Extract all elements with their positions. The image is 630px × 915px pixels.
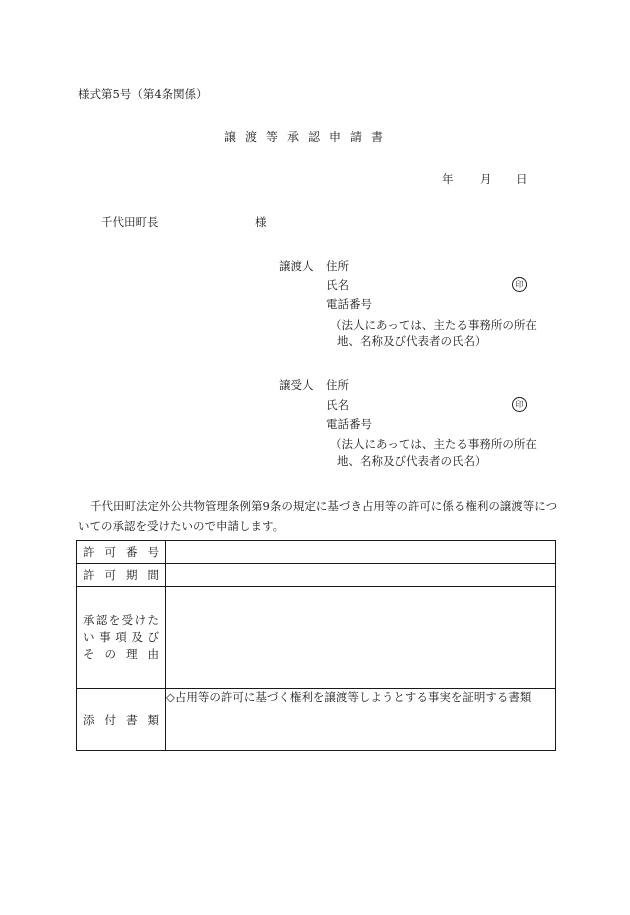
transferee-role: 譲受人 [279, 378, 314, 392]
transferor-note-line2: 地、名称及び代表者の氏名） [337, 334, 487, 348]
addressee-honorific: 様 [255, 215, 267, 229]
transferor-role: 譲渡人 [279, 259, 314, 273]
permit-number-field[interactable] [166, 541, 556, 564]
document-title: 譲渡等承認申請書 [224, 130, 393, 144]
date-day-label: 日 [516, 172, 528, 186]
attachments-label: 添 付 書 類 [77, 689, 166, 751]
attachments-field[interactable]: ◇占用等の許可に基づく権利を譲渡等しようとする事実を証明する書類 [166, 689, 556, 751]
permit-number-label: 許 可 番 号 [77, 541, 166, 564]
transferor-phone-label: 電話番号 [326, 297, 372, 311]
transferee-phone-label: 電話番号 [326, 417, 372, 431]
date-month-label: 月 [480, 172, 492, 186]
table-row [77, 564, 556, 587]
form-number: 様式第5号（第4条関係） [78, 87, 208, 101]
application-table [76, 540, 556, 751]
table-row [77, 689, 556, 751]
addressee-name: 千代田町長 [101, 215, 159, 229]
transferee-note-line1: （法人にあっては、主たる事務所の所在 [330, 437, 537, 451]
transferor-note-line1: （法人にあっては、主たる事務所の所在 [330, 318, 537, 332]
seal-icon: 印 [512, 397, 527, 412]
date-year-label: 年 [442, 172, 454, 186]
transferor-address-label: 住所 [326, 259, 349, 273]
transferee-name-label: 氏名 [326, 398, 349, 412]
transferee-address-label: 住所 [326, 378, 349, 392]
table-row [77, 587, 556, 689]
seal-icon: 印 [512, 277, 527, 292]
approval-reason-label: 承 認 を 受 け た い 事 項 及 び そ の 理 由 [77, 587, 166, 689]
application-statement: 千代田町法定外公共物管理条例第9条の規定に基づき占用等の許可に係る権利の譲渡等についての承認を受けたいので申請します。 [78, 499, 558, 533]
approval-reason-field[interactable] [166, 587, 556, 689]
permit-period-label: 許 可 期 間 [77, 564, 166, 587]
transferor-name-label: 氏名 [326, 278, 349, 292]
permit-period-field[interactable] [166, 564, 556, 587]
transferee-note-line2: 地、名称及び代表者の氏名） [337, 454, 487, 468]
table-row [77, 541, 556, 564]
